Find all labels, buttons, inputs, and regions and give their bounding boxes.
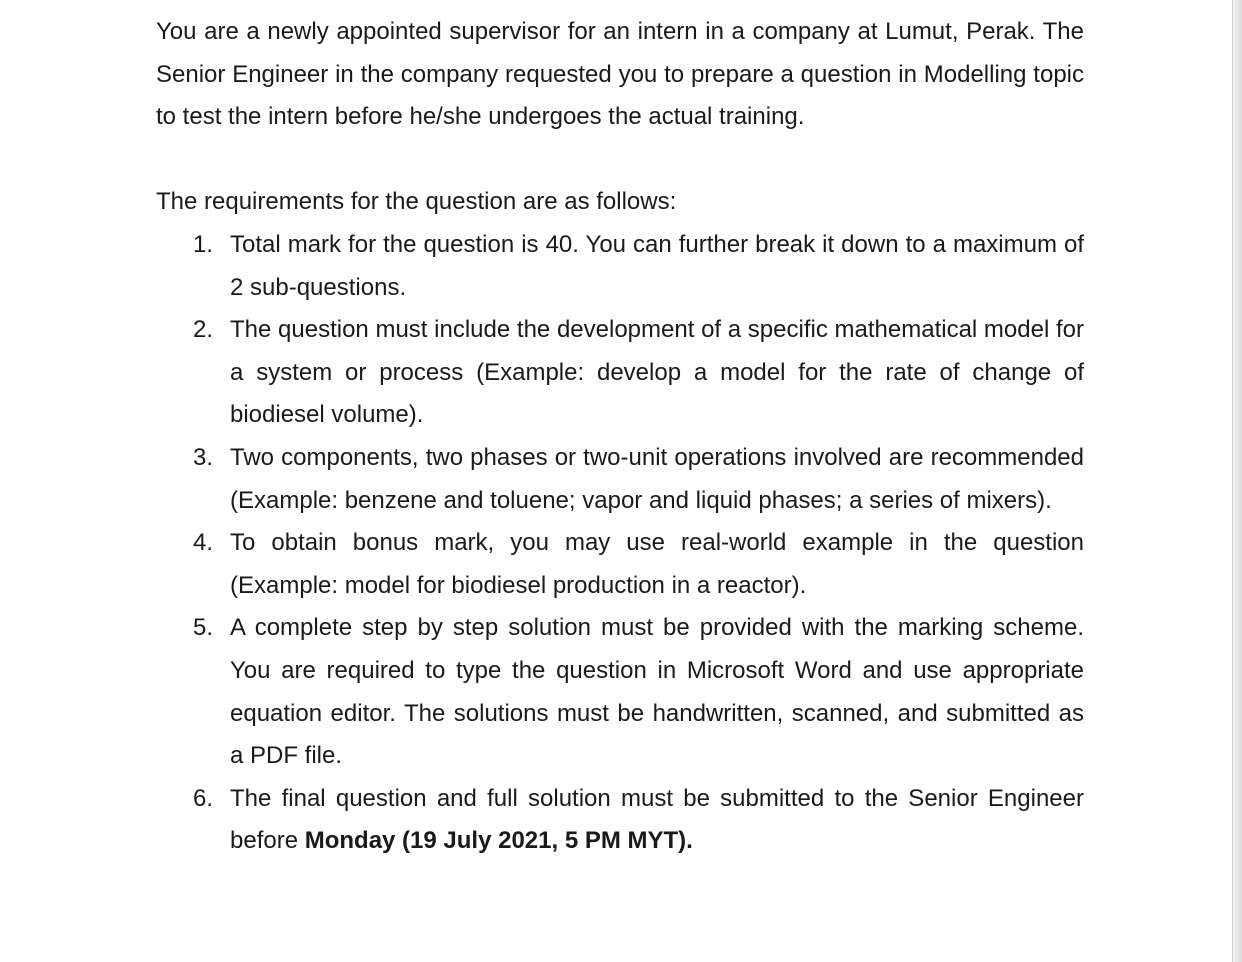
list-item	[156, 522, 1084, 607]
list-item-number: 2.	[193, 316, 214, 344]
requirements-heading: The requirements for the question are as follows:	[156, 188, 677, 216]
list-item-text: Total mark for the question is 40. You can further break it down to a maximum of 2 sub-questions.	[230, 230, 1084, 301]
list-item-number: 1.	[193, 230, 214, 258]
list-item-text: The final question and full solution must be submitted to the Senior Engineer before	[230, 784, 1084, 855]
list-item	[156, 778, 1084, 863]
list-item-number: 6.	[193, 784, 214, 812]
list-item-number: 3.	[193, 443, 214, 471]
list-item	[156, 607, 1084, 777]
list-item-number: 4.	[193, 529, 214, 557]
list-item-text: A complete step by step solution must be provided with the marking scheme. You are required to type the question in Microsoft Word and use appropriate equation editor. The solutions must be handwritten, scanned, and submitted as a PDF file.	[230, 614, 1084, 770]
deadline-text: Monday (19 July 2021, 5 PM MYT).	[304, 827, 693, 855]
list-item-text: Two components, two phases or two-unit operations involved are recommended (Example: benzene and toluene; vapor and liquid phases; a series of mixers).	[230, 443, 1084, 514]
document-body	[156, 11, 1084, 863]
list-item-number: 5.	[193, 614, 214, 642]
list-item	[156, 309, 1084, 437]
list-item-text: The question must include the development of a specific mathematical model for a system or process (Example: develop a model for the rate of change of biodiesel volume).	[230, 316, 1084, 429]
list-item	[156, 437, 1084, 522]
list-item	[156, 224, 1084, 309]
intro-paragraph: You are a newly appointed supervisor for an intern in a company at Lumut, Perak. The Senior Engineer in the company requested you to prepare a question in Modelling topic to test the intern before he/she undergoes the actual training.	[156, 18, 1084, 131]
page-edge-shadow	[1232, 0, 1242, 962]
requirements-list	[156, 224, 1084, 863]
list-item-text: To obtain bonus mark, you may use real-world example in the question (Example: model for biodiesel production in a reactor).	[230, 529, 1084, 599]
